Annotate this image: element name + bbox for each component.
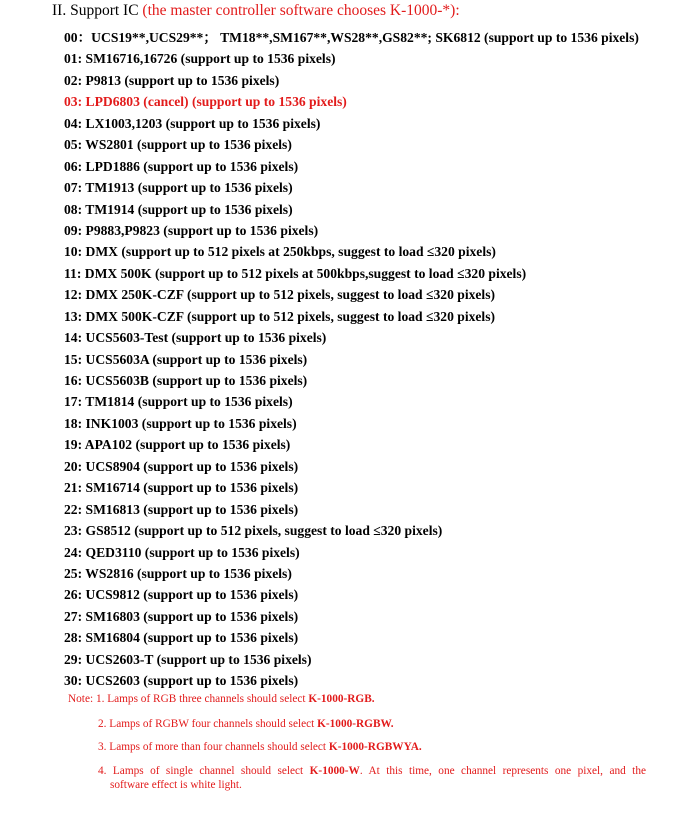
- ic-item-14: 14: UCS5603-Test (support up to 1536 pixels): [64, 330, 327, 346]
- ic-item-08: 08: TM1914 (support up to 1536 pixels): [64, 201, 293, 217]
- heading-prefix: II. Support IC: [52, 2, 139, 19]
- ic-item-18: 18: INK1003 (support up to 1536 pixels): [64, 415, 297, 431]
- note-4-continued: software effect is white light.: [110, 779, 242, 791]
- note-3-text: 3. Lamps of more than four channels should select: [98, 741, 329, 753]
- ic-item-05: 05: WS2801 (support up to 1536 pixels): [64, 137, 292, 153]
- ic-item-20: 20: UCS8904 (support up to 1536 pixels): [64, 458, 299, 474]
- ic-item-30: 30: UCS2603 (support up to 1536 pixels): [64, 673, 299, 689]
- note-3: [98, 740, 422, 754]
- ic-item-02: 02: P9813 (support up to 1536 pixels): [64, 72, 280, 88]
- ic-item-03: 03: LPD6803 (cancel) (support up to 1536 pixels): [64, 94, 347, 110]
- ic-item-21: 21: SM16714 (support up to 1536 pixels): [64, 480, 299, 496]
- ic-item-26: 26: UCS9812 (support up to 1536 pixels): [64, 587, 299, 603]
- note-2-text: 2. Lamps of RGBW four channels should select: [98, 718, 318, 730]
- note-2-model: K-1000-RGBW.: [317, 718, 394, 730]
- note-4: [98, 764, 646, 778]
- ic-item-09: 09: P9883,P9823 (support up to 1536 pixels): [64, 222, 319, 238]
- ic-item-29: 29: UCS2603-T (support up to 1536 pixels): [64, 651, 312, 667]
- ic-item-12: 12: DMX 250K-CZF (support up to 512 pixels, suggest to load ≤320 pixels): [64, 287, 496, 303]
- ic-item-28: 28: SM16804 (support up to 1536 pixels): [64, 630, 299, 646]
- note-1: [68, 692, 375, 706]
- ic-item-15: 15: UCS5603A (support up to 1536 pixels): [64, 351, 308, 367]
- ic-item-11: 11: DMX 500K (support up to 512 pixels at 500kbps,suggest to load ≤320 pixels): [64, 265, 527, 281]
- note-1-text: 1. Lamps of RGB three channels should select: [95, 693, 309, 705]
- ic-item-04: 04: LX1003,1203 (support up to 1536 pixels): [64, 115, 321, 131]
- ic-item-19: 19: APA102 (support up to 1536 pixels): [64, 437, 291, 453]
- note-2: [98, 717, 394, 731]
- note-3-model: K-1000-RGBWYA.: [328, 741, 422, 753]
- note-label: Note:: [68, 693, 96, 705]
- note-4-text-b: . At this time, one channel represents one pixel, and the: [359, 765, 646, 777]
- ic-item-16: 16: UCS5603B (support up to 1536 pixels): [64, 373, 308, 388]
- ic-item-00: 00：UCS19**,UCS29**； TM18**,SM167**,WS28**,GS82**; SK6812 (support up to 1536 pixels): [64, 30, 639, 45]
- ic-item-22: 22: SM16813 (support up to 1536 pixels): [64, 501, 299, 517]
- section-heading: [52, 0, 460, 22]
- ic-item-24: 24: QED3110 (support up to 1536 pixels): [64, 544, 300, 560]
- ic-item-10: 10: DMX (support up to 512 pixels at 250kbps, suggest to load ≤320 pixels): [64, 244, 496, 260]
- ic-item-13: 13: DMX 500K-CZF (support up to 512 pixels, suggest to load ≤320 pixels): [64, 308, 496, 324]
- ic-item-25: 25: WS2816 (support up to 1536 pixels): [64, 565, 292, 581]
- note-4-text-a: 4. Lamps of single channel should select: [98, 765, 310, 777]
- ic-item-06: 06: LPD1886 (support up to 1536 pixels): [64, 158, 299, 174]
- ic-item-23: 23: GS8512 (support up to 512 pixels, suggest to load ≤320 pixels): [64, 523, 443, 539]
- note-4-model: K-1000-W: [309, 765, 360, 777]
- note-1-model: K-1000-RGB.: [308, 693, 375, 705]
- ic-item-17: 17: TM1814 (support up to 1536 pixels): [64, 394, 293, 410]
- support-ic-list: [64, 27, 639, 692]
- ic-item-27: 27: SM16803 (support up to 1536 pixels): [64, 608, 299, 624]
- ic-item-07: 07: TM1913 (support up to 1536 pixels): [64, 180, 293, 196]
- heading-accent: (the master controller software chooses K-1000-*):: [142, 2, 460, 19]
- ic-item-01: 01: SM16716,16726 (support up to 1536 pixels): [64, 51, 336, 67]
